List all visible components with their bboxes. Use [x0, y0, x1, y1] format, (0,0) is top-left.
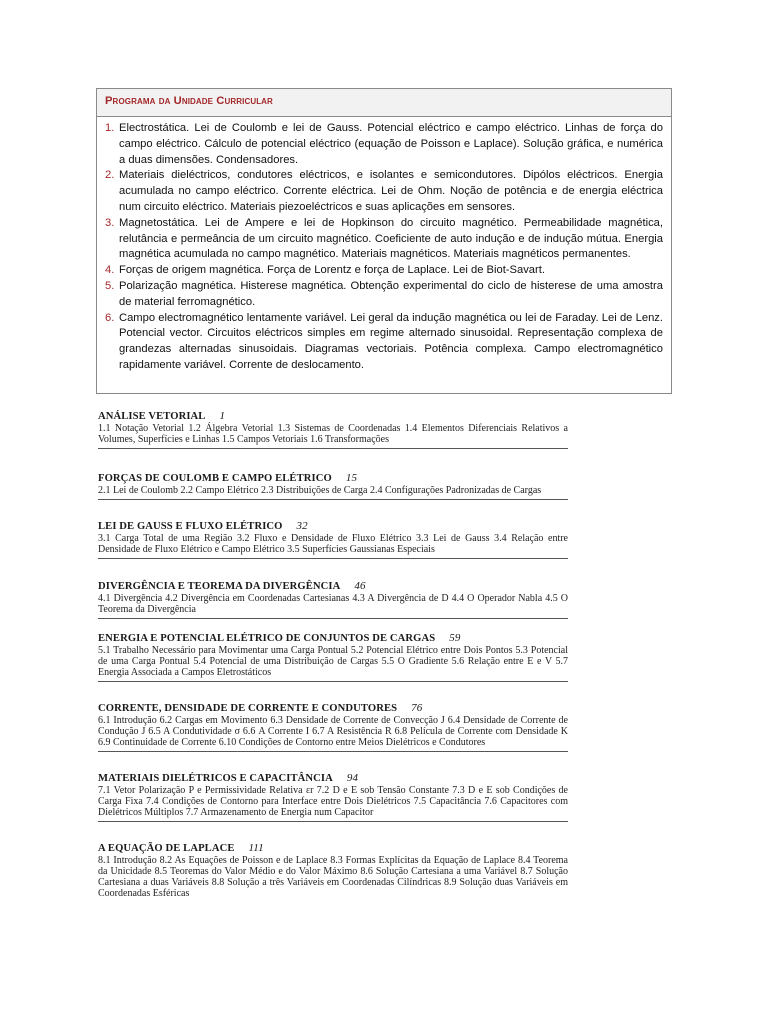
toc-chapter-sections: 2.1 Lei de Coulomb 2.2 Campo Elétrico 2.3 Distribuições de Carga 2.4 Configurações Padronizadas de Cargas	[98, 485, 542, 496]
programa-item	[101, 279, 663, 311]
programa-list	[97, 117, 671, 374]
programa-item-number: 3.	[105, 216, 115, 229]
programa-item	[101, 121, 663, 168]
toc-chapter-title	[98, 842, 568, 855]
toc-section	[98, 702, 568, 766]
toc-chapter-name: ENERGIA E POTENCIAL ELÉTRICO DE CONJUNTOS DE CARGAS	[98, 633, 436, 644]
toc-chapter-sections: 8.1 Introdução 8.2 As Equações de Poisson e de Laplace 8.3 Formas Explícitas da Equação de Laplace 8.4 Teorema da Unicidade 8.5 Teoremas do Valor Médio e do Valor Máximo 8.6 Solução Cartesiana a uma Variável 8.7 Solução Cartesiana a duas Variáveis 8.8 Solução a três Variáveis em Coordenadas Cilíndricas 8.9 Solução duas Variáveis em Coordenadas Esféricas	[98, 855, 568, 899]
toc-chapter-title	[98, 410, 568, 423]
toc-chapter-page: 94	[346, 772, 359, 784]
toc-section	[98, 580, 568, 622]
toc-chapter-name: A EQUAÇÃO DE LAPLACE	[98, 843, 235, 854]
toc-chapter-title	[98, 772, 568, 785]
toc-section	[98, 472, 568, 514]
programa-item-number: 1.	[105, 122, 115, 134]
toc-chapter-sections: 4.1 Divergência 4.2 Divergência em Coordenadas Cartesianas 4.3 A Divergência de D 4.4 O Operador Nabla 4.5 O Teorema da Divergência	[98, 593, 568, 615]
programa-item-text: Materiais dieléctricos, condutores eléctricos, e isolantes e semicondutores. Dipólos eléctricos. Energia acumulada no campo eléctrico. Corrente eléctrica. Lei de Ohm. Noção de potência e de energia eléctrica num circuito eléctrico. Materiais piezoeléctricos e suas aplicações em sensores.	[119, 169, 663, 213]
programa-item-text: Forças de origem magnética. Força de Lorentz e força de Laplace. Lei de Biot-Savart.	[119, 264, 545, 277]
toc-divider	[98, 618, 568, 619]
toc-divider	[98, 558, 568, 559]
toc-section	[98, 772, 568, 836]
toc-chapter-name: ANÁLISE VETORIAL	[98, 411, 206, 422]
toc-chapter-title	[98, 702, 568, 715]
programa-item-text: Magnetostática. Lei de Ampere e lei de Hopkinson do circuito magnético. Permeabilidade magnética, relutância e permeância de um circuito magnético. Coeficiente de auto indução e de indução mútua. Energia magnética acumulada no campo magnético. Materiais magnéticos. Materiais magnéticos permanentes.	[119, 216, 663, 261]
toc-section	[98, 520, 568, 574]
toc-chapter-page: 111	[248, 842, 264, 854]
toc-chapter-sections: 7.1 Vetor Polarização P e Permissividade Relativa εr 7.2 D e E sob Tensão Constante 7.3 D e E sob Condições de Carga Fixa 7.4 Condições de Contorno para Interface entre Dois Dielétricos 7.5 Capacitância 7.6 Capacitores com Dielétricos Múltiplos 7.7 Armazenamento de Energia num Capacitor	[98, 785, 568, 818]
toc-chapter-sections: 3.1 Carga Total de uma Região 3.2 Fluxo e Densidade de Fluxo Elétrico 3.3 Lei de Gauss 3.4 Relação entre Densidade de Fluxo Elétrico e Campo Elétrico 3.5 Superfícies Gaussianas Especiais	[98, 533, 568, 555]
toc-chapter-page: 32	[296, 520, 308, 532]
toc-chapter-sections: 1.1 Notação Vetorial 1.2 Álgebra Vetorial 1.3 Sistemas de Coordenadas 1.4 Elementos Diferenciais Relativos a Volumes, Superfícies e Linhas 1.5 Campos Vetoriais 1.6 Transformações	[98, 423, 568, 445]
toc-divider	[98, 751, 568, 752]
programa-item-text: Polarização magnética. Histerese magnética. Obtenção experimental do ciclo de histerese de uma amostra de material ferromagnético.	[119, 279, 663, 308]
toc-chapter-sections: 5.1 Trabalho Necessário para Movimentar uma Carga Pontual 5.2 Potencial Elétrico entre Dois Pontos 5.3 Potencial de uma Carga Pontual 5.4 Potencial de uma Distribuição de Cargas 5.5 O Gradiente 5.6 Relação entre E e V 5.7 Energia Associada a Campos Eletrostáticos	[98, 645, 568, 678]
toc-section	[98, 842, 568, 910]
toc-chapter-sections: 6.1 Introdução 6.2 Cargas em Movimento 6.3 Densidade de Corrente de Convecção J 6.4 Densidade de Corrente de Condução J 6.5 A Condutividade σ 6.6 A Corrente I 6.7 A Resistência R 6.8 Película de Corrente com Densidade K 6.9 Continuidade de Corrente 6.10 Condições de Contorno entre Meios Dielétricos e Condutores	[98, 715, 568, 748]
toc-chapter-name: FORÇAS DE COULOMB E CAMPO ELÉTRICO	[98, 473, 332, 484]
programa-item-number: 5.	[105, 279, 115, 292]
toc-section	[98, 410, 568, 462]
toc-chapter-title	[98, 632, 568, 645]
toc-chapter-name: MATERIAIS DIELÉTRICOS E CAPACITÂNCIA	[98, 773, 333, 784]
programa-item	[101, 311, 663, 374]
programa-item-number: 6.	[105, 311, 115, 324]
toc-chapter-name: CORRENTE, DENSIDADE DE CORRENTE E CONDUTORES	[98, 703, 398, 714]
programa-item	[101, 168, 663, 215]
programa-box	[96, 88, 672, 394]
toc-chapter-page: 76	[411, 702, 423, 714]
toc-chapter-title	[98, 520, 568, 533]
toc-chapter-name: LEI DE GAUSS E FLUXO ELÉTRICO	[98, 521, 283, 532]
toc-chapter-title	[98, 472, 568, 485]
toc-section	[98, 632, 568, 696]
toc-chapter-page: 1	[219, 410, 226, 422]
toc-chapter-page: 46	[354, 580, 366, 592]
programa-item-text: Electrostática. Lei de Coulomb e lei de Gauss. Potencial eléctrico e campo eléctrico. Linhas de força do campo eléctrico. Cálculo de potencial eléctrico (equação de Poisson e Laplace). Solução gráfica, e numérica a duas dimensões. Condensadores.	[119, 122, 663, 166]
toc-chapter-title	[98, 580, 568, 593]
toc-divider	[98, 681, 568, 682]
programa-item	[101, 216, 663, 263]
programa-header: Programa da Unidade Curricular	[97, 89, 671, 117]
programa-item-number: 2.	[105, 169, 115, 182]
toc-divider	[98, 448, 568, 449]
programa-item-number: 4.	[105, 264, 115, 277]
programa-item-text: Campo electromagnético lentamente variável. Lei geral da indução magnética ou lei de Faraday. Lei de Lenz. Potencial vector. Circuitos eléctricos simples em regime alternado sinusoidal. Representação complexa de grandezas alternadas sinusoidais. Diagramas vectoriais. Potência complexa. Campo electromagnético rapidamente variável. Corrente de deslocamento.	[119, 311, 663, 371]
toc-divider	[98, 499, 568, 500]
toc-chapter-name: DIVERGÊNCIA E TEOREMA DA DIVERGÊNCIA	[98, 581, 341, 592]
book-toc	[98, 410, 568, 910]
programa-item	[101, 263, 663, 279]
toc-divider	[98, 821, 568, 822]
toc-chapter-page: 59	[449, 632, 461, 644]
toc-chapter-page: 15	[345, 472, 358, 484]
